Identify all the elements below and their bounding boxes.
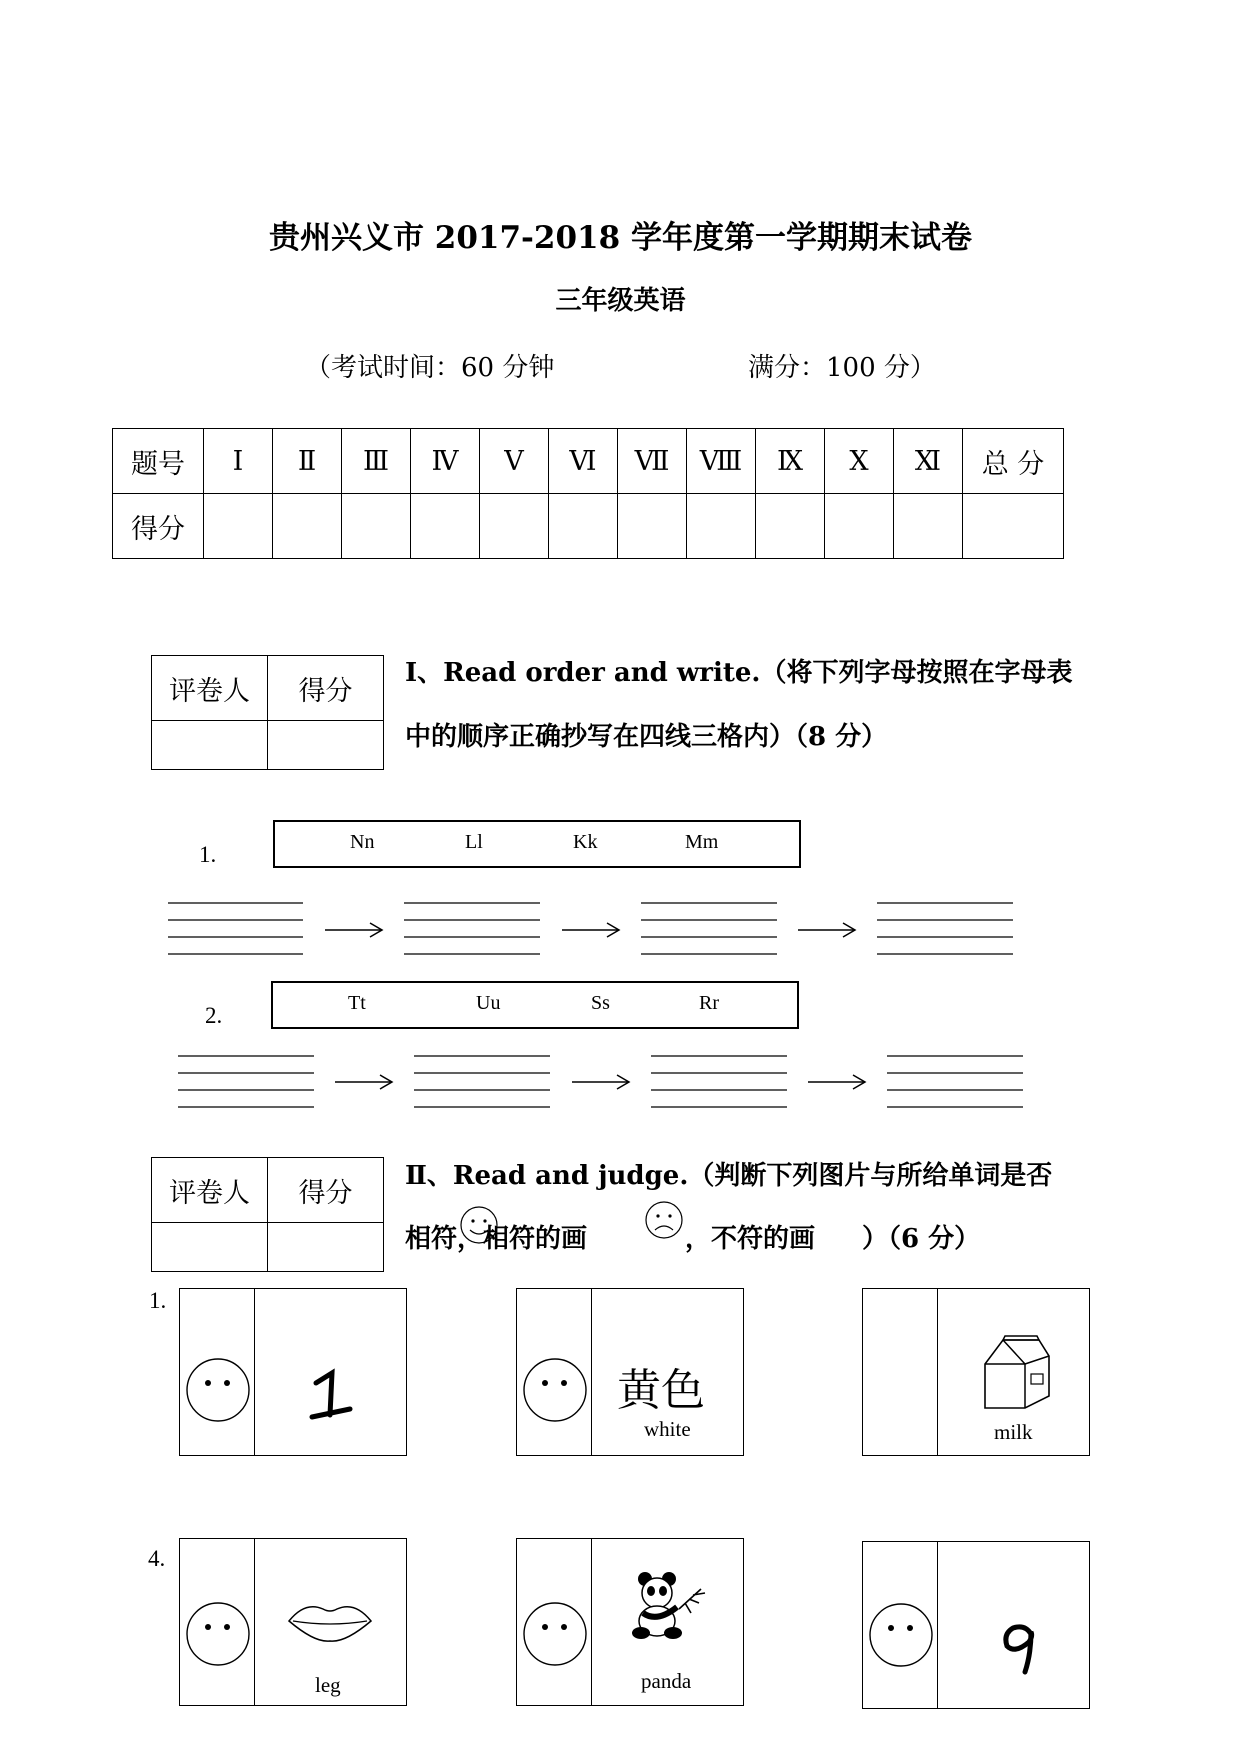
panda-icon <box>629 1569 713 1643</box>
score-cell[interactable] <box>411 494 480 559</box>
score-cell[interactable] <box>963 494 1064 559</box>
score-header-cell: Ⅴ <box>480 429 549 494</box>
word-label: milk <box>994 1420 1033 1444</box>
page-subtitle: 三年级英语 <box>555 286 686 316</box>
happy-face-icon <box>456 1203 502 1249</box>
judge-item-1 <box>179 1288 407 1456</box>
letter: Rr <box>699 992 719 1014</box>
judge-item-4 <box>179 1538 407 1706</box>
score-cell[interactable] <box>618 494 687 559</box>
sad-face-icon <box>641 1198 687 1244</box>
grader-score-cell[interactable] <box>268 721 384 770</box>
letter-box-2 <box>271 981 799 1029</box>
score-header-cell: Ⅷ <box>687 429 756 494</box>
score-cell[interactable] <box>549 494 618 559</box>
neutral-face-icon[interactable] <box>868 1602 934 1668</box>
question-number: 2. <box>205 1003 223 1028</box>
score-cell[interactable] <box>273 494 342 559</box>
score-cell[interactable] <box>894 494 963 559</box>
section2-line2-a: 相符，相符的画 <box>405 1224 588 1254</box>
score-header-cell: Ⅶ <box>618 429 687 494</box>
score-header-cell: Ⅺ <box>894 429 963 494</box>
reviewer-cell[interactable] <box>152 721 268 770</box>
score-table-header-row <box>113 429 1064 494</box>
score-cell[interactable] <box>342 494 411 559</box>
letter: Ss <box>591 992 610 1014</box>
grader-score-label: 得分 <box>268 656 384 721</box>
judge-item-5 <box>516 1538 744 1706</box>
judge-item-6 <box>862 1541 1090 1709</box>
reviewer-cell[interactable] <box>152 1223 268 1272</box>
score-cell[interactable] <box>687 494 756 559</box>
judge-item-2 <box>516 1288 744 1456</box>
word-label: white <box>644 1417 691 1441</box>
letter: Mm <box>685 831 719 853</box>
section2-grader-table <box>151 1157 384 1272</box>
neutral-face-icon[interactable] <box>522 1601 588 1667</box>
section2-line2-c: ）（6 分） <box>862 1224 981 1254</box>
section1-heading-cont: 中的顺序正确抄写在四线三格内）（8 分） <box>405 722 888 752</box>
judge-item-3 <box>862 1288 1090 1456</box>
score-header-cell: 总 分 <box>963 429 1064 494</box>
score-table <box>112 428 1064 559</box>
grader-score-label: 得分 <box>268 1158 384 1223</box>
letter: Kk <box>573 831 598 853</box>
score-header-cell: 题号 <box>113 429 204 494</box>
score-table-score-row <box>113 494 1064 559</box>
letter: Tt <box>348 992 366 1014</box>
score-header-cell: Ⅵ <box>549 429 618 494</box>
neutral-face-icon[interactable] <box>185 1601 251 1667</box>
question-number: 4. <box>148 1546 166 1571</box>
question-number: 1. <box>199 842 217 867</box>
full-score: 满分：100 分） <box>748 353 936 383</box>
score-cell[interactable] <box>756 494 825 559</box>
score-header-cell: Ⅰ <box>204 429 273 494</box>
score-label-cell: 得分 <box>113 494 204 559</box>
writing-lines-1[interactable] <box>0 895 1241 965</box>
score-cell[interactable] <box>825 494 894 559</box>
neutral-face-icon[interactable] <box>185 1357 251 1423</box>
writing-lines-2[interactable] <box>0 1048 1241 1118</box>
letter: Uu <box>476 992 501 1014</box>
score-header-cell: Ⅲ <box>342 429 411 494</box>
score-header-cell: Ⅱ <box>273 429 342 494</box>
score-cell[interactable] <box>204 494 273 559</box>
score-header-cell: Ⅸ <box>756 429 825 494</box>
section1-grader-table <box>151 655 384 770</box>
lips-icon <box>285 1597 375 1647</box>
exam-time: （考试时间：60 分钟 <box>305 353 555 383</box>
letter: Nn <box>350 831 375 853</box>
section2-line2-b: ，不符的画 <box>685 1224 816 1254</box>
neutral-face-icon[interactable] <box>522 1357 588 1423</box>
milk-carton-icon <box>975 1334 1057 1414</box>
digit-nine-icon <box>995 1620 1045 1680</box>
score-cell[interactable] <box>480 494 549 559</box>
page-title: 贵州兴义市 2017-2018 学年度第一学期期末试卷 <box>268 220 972 256</box>
section2-heading: Ⅱ、Read and judge.（判断下列图片与所给单词是否 <box>405 1161 1053 1191</box>
word-label: leg <box>315 1673 341 1697</box>
question-number: 1. <box>149 1288 167 1313</box>
digit-one-icon <box>302 1367 362 1427</box>
letter: Ll <box>465 831 483 853</box>
grader-score-cell[interactable] <box>268 1223 384 1272</box>
reviewer-label: 评卷人 <box>152 656 268 721</box>
score-header-cell: Ⅹ <box>825 429 894 494</box>
color-word-picture: 黄色 <box>617 1365 705 1416</box>
section1-heading: Ⅰ、Read order and write.（将下列字母按照在字母表 <box>405 658 1073 688</box>
score-header-cell: Ⅳ <box>411 429 480 494</box>
word-label: panda <box>641 1669 692 1693</box>
letter-box-1 <box>273 820 801 868</box>
reviewer-label: 评卷人 <box>152 1158 268 1223</box>
